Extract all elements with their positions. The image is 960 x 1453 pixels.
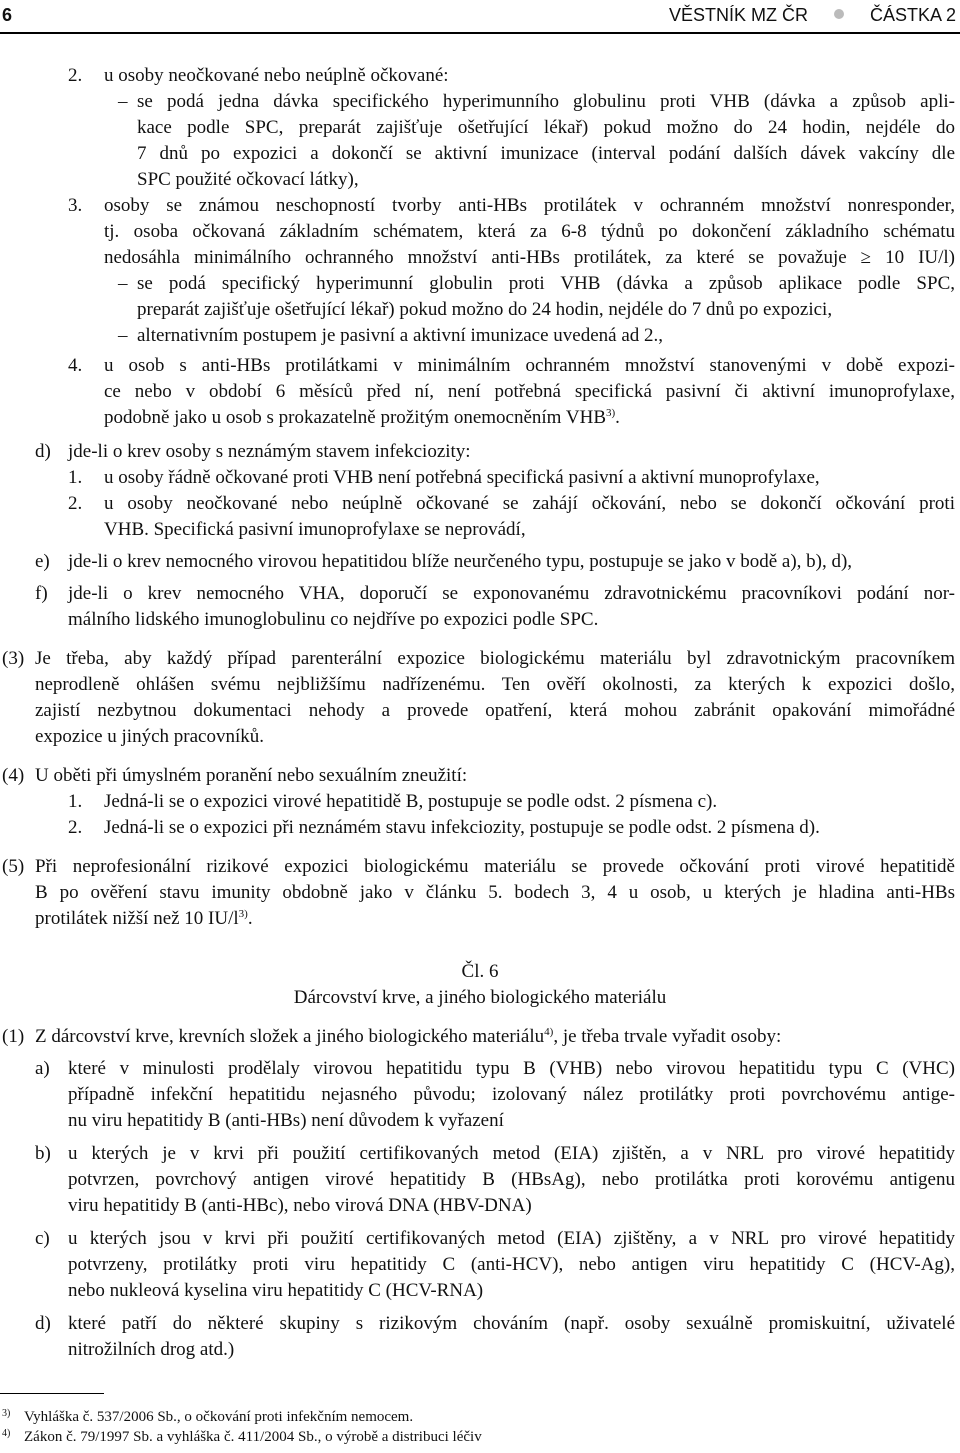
text-line: tj. osoba očkovaná základním schématem, která za 6-8 týdnů po dokončení základního schématu — [104, 221, 955, 242]
article-paragraph-1-text — [35, 1024, 781, 1050]
paragraph-number: (3) — [2, 648, 25, 669]
paragraph-5-text — [35, 854, 955, 932]
article-title: Dárcovství krve, a jiného biologického materiálu — [293, 987, 667, 1008]
text-line: SPC použité očkovací látky), — [137, 169, 359, 190]
dash-marker: – — [118, 325, 128, 346]
item-number: 2. — [68, 493, 83, 514]
text-line: alternativním postupem je pasivní a aktivní imunizace uvedená ad 2., — [137, 325, 664, 346]
journal-name: VĚSTNÍK MZ ČR — [668, 5, 808, 25]
text-line: u osob s anti-HBs protilátkami v minimálním ochranném množství stanovenými v době expozi- — [104, 355, 955, 376]
text-line: nitrožilních drog atd.) — [68, 1339, 235, 1360]
paragraph-number: (1) — [2, 1026, 25, 1047]
text-line: osoby se známou neschopností tvorby anti-HBs protilátek v ochranném množství nonresponder, — [104, 195, 955, 216]
text-line: u kterých jsou v krvi při použití certifikovaných metod (EIA) zjištěny, a v NRL pro virové hepatitidy — [68, 1228, 955, 1249]
text-line: 7 dnů po expozici a dokončí se aktivní imunizace (interval podání dalších dávek vakcíny dle — [137, 143, 955, 164]
paragraph-number: (5) — [2, 856, 25, 877]
text-line: VHB. Specifická pasivní imunoprofylaxe se neprovádí, — [104, 519, 526, 540]
text-line: expozice u jiných pracovníků. — [35, 726, 264, 747]
item-letter: e) — [35, 551, 50, 572]
article-number: Čl. 6 — [461, 961, 499, 982]
item-letter: b) — [35, 1143, 51, 1164]
text-line: U oběti při úmyslném poranění nebo sexuálním zneužití: — [35, 765, 468, 786]
footnote-mark: 4) — [2, 1428, 11, 1439]
page-number: 6 — [2, 5, 13, 25]
page-header — [0, 2, 960, 28]
text-line: nu viru hepatitidy B (anti-HBs) není důvodem k vyřazení — [68, 1110, 504, 1131]
text-line: neprodleně ohlášen svému nejbližšímu nadřízenému. Ten ověří okolnosti, za kterých k expozici došlo, — [35, 674, 955, 695]
text-span: podobně jako u osob s prokazatelně prožitým onemocněním VHB — [104, 407, 606, 428]
item-number: 2. — [68, 65, 83, 86]
text-line: u kterých je v krvi při použití certifikovaných metod (EIA) zjištěn, a v NRL pro virové hepatitidy — [68, 1143, 955, 1164]
text-span: Z dárcovství krve, krevních složek a jiného biologického materiálu — [35, 1026, 545, 1047]
text-line: u osoby neočkované nebo neúplně očkované se zahájí očkování, nebo se dokončí očkování proti — [104, 493, 955, 514]
exclusion-item-a — [68, 1056, 955, 1134]
text-line — [104, 405, 955, 431]
text-line: Je třeba, aby každý případ parenterální expozice biologickému materiálu byl zdravotnickým pracovníkem — [35, 648, 955, 669]
text-line: nebo nukleová kyselina viru hepatitidy C (HCV-RNA) — [68, 1280, 484, 1301]
text-line: potvrzen, povrchový antigen virové hepatitidy B (HBsAg), nebo protilátka proti korovému antigenu — [68, 1169, 955, 1190]
item-2-text — [104, 63, 449, 89]
footnote-text: Zákon č. 79/1997 Sb. a vyhláška č. 411/2004 Sb., o výrobě a distribuci léčiv — [24, 1429, 482, 1445]
item-number: 1. — [68, 791, 83, 812]
footnote-text: Vyhláška č. 537/2006 Sb., o očkování proti infekčním nemocem. — [24, 1409, 414, 1425]
text-line: jde-li o krev osoby s neznámým stavem infekciozity: — [68, 441, 471, 462]
item-d-text — [68, 439, 471, 465]
text-span: protilátek nižší než 10 IU/l — [35, 908, 239, 929]
item-f-text — [68, 581, 955, 633]
text-line: případně infekční hepatitidu nejasného původu; izolovaný nález protilátky proti povrchovému antige- — [68, 1084, 955, 1105]
text-span: . — [615, 407, 620, 428]
exclusion-item-c — [68, 1226, 955, 1304]
text-span: , je třeba trvale vyřadit osoby: — [553, 1026, 782, 1047]
item-3-dash-2 — [137, 323, 663, 349]
article-heading — [0, 959, 960, 1011]
exclusion-item-b — [68, 1141, 955, 1219]
item-d-1-text — [104, 465, 820, 491]
text-line: kace podle SPC, preparát zajišťuje ošetřující lékař) pokud možno do 24 hodin, nejdéle do — [137, 117, 955, 138]
text-line: jde-li o krev nemocného virovou hepatitidou blíže neurčeného typu, postupuje se jako v bodě a), b), d), — [68, 551, 853, 572]
text-line: málního lidského imunoglobulinu co nejdříve po expozici podle SPC. — [68, 609, 599, 630]
item-letter: d) — [35, 441, 51, 462]
issue-part: ČÁSTKA 2 — [869, 5, 956, 25]
item-letter: f) — [35, 583, 48, 604]
item-letter: d) — [35, 1313, 51, 1334]
item-4-text — [104, 353, 955, 431]
text-span: . — [247, 908, 253, 929]
text-line: se podá jedna dávka specifického hyperimunního globulinu proti VHB (dávka a způsob apli- — [137, 91, 955, 112]
footnote-reference: 3) — [238, 908, 248, 920]
text-line: B po ověření stavu imunity obdobně jako v článku 5. bodech 3, 4 u osob, u kterých je hladina anti-HBs — [35, 882, 955, 903]
text-line: zajistí nezbytnou dokumentaci nehody a provede opatření, která mohou zabránit opakování mimořádné — [35, 700, 955, 721]
item-3-text — [104, 193, 955, 271]
text-line: Jedná-li se o expozici virové hepatitidě B, postupuje se podle odst. 2 písmena c). — [104, 791, 718, 812]
item-number: 1. — [68, 467, 83, 488]
footnote-rule — [0, 1393, 104, 1394]
item-number: 2. — [68, 817, 83, 838]
item-letter: c) — [35, 1228, 50, 1249]
text-line: Při neprofesionální rizikové expozici biologickému materiálu se provede očkování proti virové hepatitidě — [35, 856, 955, 877]
text-line: nedosáhla minimálního ochranného množství anti-HBs protilátek, za které se považuje ≥ 10 IU/l) — [104, 247, 955, 268]
item-number: 4. — [68, 355, 83, 376]
dash-marker: – — [118, 273, 128, 294]
exclusion-item-d — [68, 1311, 955, 1363]
item-letter: a) — [35, 1058, 50, 1079]
text-line: u osoby neočkované nebo neúplně očkované: — [104, 65, 449, 86]
footnote-mark: 3) — [2, 1408, 11, 1419]
item-e-text — [68, 549, 852, 575]
text-line: se podá specifický hyperimunní globulin proti VHB (dávka a způsob aplikace podle SPC, — [137, 273, 955, 294]
paragraph-4-text — [35, 763, 467, 789]
text-line: potvrzeny, protilátky proti viru hepatitidy C (anti-HCV), nebo antigen viru hepatitidy C (HCV-Ag), — [68, 1254, 955, 1275]
text-line: preparát zajišťuje ošetřující lékař) pokud možno do 24 hodin, nejdéle do 7 dnů po expozici, — [137, 299, 833, 320]
text-line: které v minulosti prodělaly virovou hepatitidu typu B (VHB) nebo virovou hepatitidu typu C (VHC) — [68, 1058, 955, 1079]
text-line: které patří do některé skupiny s rizikovým chováním (např. osoby sexuálně promiskuitní, uživatelé — [68, 1313, 955, 1334]
item-d-2-text — [104, 491, 955, 543]
paragraph-3-text — [35, 646, 955, 750]
paragraph-4-item-1 — [104, 789, 717, 815]
text-line — [35, 906, 955, 932]
paragraph-4-item-2 — [104, 815, 820, 841]
bullet-dot-icon — [834, 9, 844, 19]
header-rule — [0, 32, 960, 34]
item-2-dash-text — [137, 89, 955, 193]
item-3-dash-1 — [137, 271, 955, 323]
footnote-reference: 4) — [544, 1026, 554, 1038]
dash-marker: – — [118, 91, 128, 112]
text-line: ce nebo v období 6 měsíců před ní, není potřebná specifická pasivní či aktivní imunoprofylaxe, — [104, 381, 955, 402]
text-line: u osoby řádně očkované proti VHB není potřebná specifická pasivní a aktivní munoprofylaxe, — [104, 467, 820, 488]
item-number: 3. — [68, 195, 83, 216]
running-header — [669, 2, 956, 28]
text-line: viru hepatitidy B (anti-HBc), nebo virová DNA (HBV-DNA) — [68, 1195, 532, 1216]
paragraph-number: (4) — [2, 765, 25, 786]
footnote-reference: 3) — [606, 407, 616, 419]
text-line: jde-li o krev nemocného VHA, doporučí se exponovanému zdravotnickému pracovníkovi podání nor- — [68, 583, 955, 604]
text-line: Jedná-li se o expozici při neznámém stavu infekciozity, postupuje se podle odst. 2 písmena d). — [104, 817, 820, 838]
text-line — [35, 1024, 781, 1050]
